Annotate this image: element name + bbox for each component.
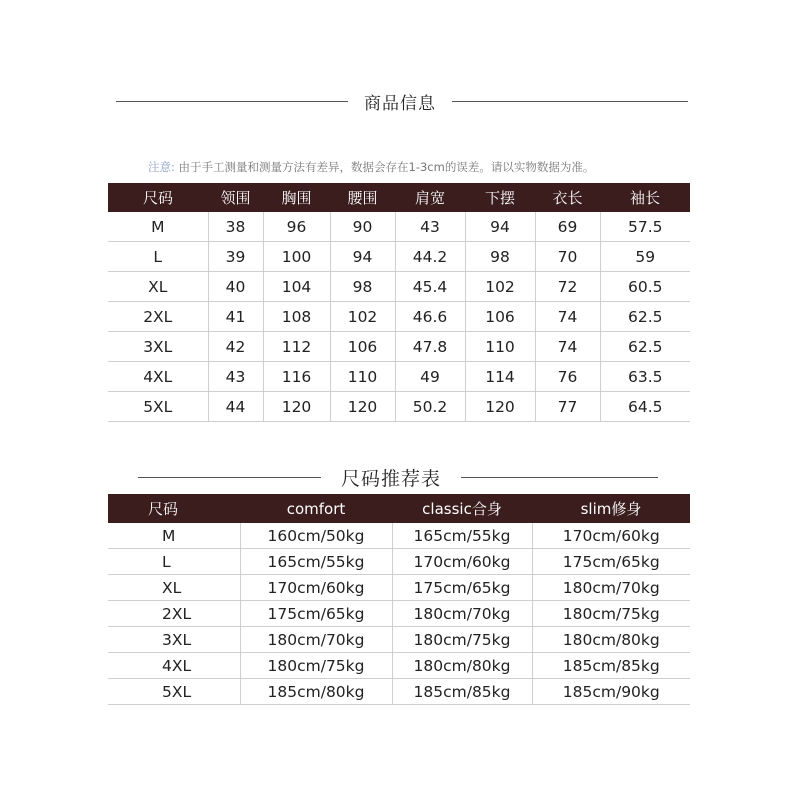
value-cell: 76 xyxy=(535,362,600,392)
value-cell: 98 xyxy=(465,242,535,272)
header-cell: 尺码 xyxy=(142,189,173,207)
value-cell: 102 xyxy=(330,302,395,332)
value-cell: 72 xyxy=(535,272,600,302)
value-cell: 104 xyxy=(263,272,330,302)
section-heading: 尺码推荐表 xyxy=(340,468,441,490)
value-cell: 180cm/70kg xyxy=(532,575,690,601)
note-label: 注意: xyxy=(148,160,175,174)
size-recommendation-table xyxy=(108,494,690,705)
value-cell: 59 xyxy=(600,242,690,272)
value-cell: 180cm/70kg xyxy=(240,627,392,653)
value-cell: 43 xyxy=(395,212,465,242)
table-row xyxy=(108,302,690,332)
value-cell: 120 xyxy=(330,392,395,422)
value-cell: 39 xyxy=(208,242,263,272)
value-cell: 165cm/55kg xyxy=(392,523,532,549)
value-cell: 41 xyxy=(208,302,263,332)
header-cell: 下摆 xyxy=(484,189,515,207)
header-cell: slim修身 xyxy=(580,500,642,518)
table-row xyxy=(108,679,690,705)
value-cell: 50.2 xyxy=(395,392,465,422)
value-cell: 108 xyxy=(263,302,330,332)
header-cell: 领围 xyxy=(220,189,251,207)
table-row xyxy=(108,212,690,242)
value-cell: 180cm/75kg xyxy=(240,653,392,679)
value-cell: 60.5 xyxy=(600,272,690,302)
value-cell: 114 xyxy=(465,362,535,392)
header-cell: 胸围 xyxy=(281,189,312,207)
value-cell: 63.5 xyxy=(600,362,690,392)
value-cell: 42 xyxy=(208,332,263,362)
size-cell: L xyxy=(108,242,208,272)
value-cell: 47.8 xyxy=(395,332,465,362)
value-cell: 62.5 xyxy=(600,332,690,362)
header-cell: 衣长 xyxy=(552,189,583,207)
size-cell: 2XL xyxy=(108,601,240,627)
table-row xyxy=(108,332,690,362)
size-cell: 3XL xyxy=(108,627,240,653)
value-cell: 110 xyxy=(465,332,535,362)
value-cell: 69 xyxy=(535,212,600,242)
value-cell: 170cm/60kg xyxy=(240,575,392,601)
section-title-product-info xyxy=(0,89,800,114)
size-table-header xyxy=(108,183,690,212)
value-cell: 116 xyxy=(263,362,330,392)
value-cell: 175cm/65kg xyxy=(240,601,392,627)
table-row xyxy=(108,392,690,422)
value-cell: 74 xyxy=(535,332,600,362)
table-row xyxy=(108,523,690,549)
value-cell: 90 xyxy=(330,212,395,242)
value-cell: 180cm/70kg xyxy=(392,601,532,627)
divider-right xyxy=(452,101,688,102)
value-cell: 57.5 xyxy=(600,212,690,242)
value-cell: 170cm/60kg xyxy=(392,549,532,575)
value-cell: 94 xyxy=(465,212,535,242)
size-table xyxy=(108,183,690,422)
value-cell: 180cm/80kg xyxy=(532,627,690,653)
value-cell: 180cm/75kg xyxy=(532,601,690,627)
size-cell: 4XL xyxy=(108,653,240,679)
value-cell: 102 xyxy=(465,272,535,302)
table-row xyxy=(108,601,690,627)
size-cell: M xyxy=(108,212,208,242)
section-title-size-recommendation xyxy=(0,464,800,491)
rec-table-header xyxy=(108,494,690,523)
value-cell: 185cm/85kg xyxy=(392,679,532,705)
divider-right xyxy=(461,477,658,478)
value-cell: 64.5 xyxy=(600,392,690,422)
value-cell: 185cm/90kg xyxy=(532,679,690,705)
value-cell: 44.2 xyxy=(395,242,465,272)
size-cell: XL xyxy=(108,575,240,601)
value-cell: 120 xyxy=(263,392,330,422)
value-cell: 180cm/75kg xyxy=(392,627,532,653)
value-cell: 110 xyxy=(330,362,395,392)
value-cell: 40 xyxy=(208,272,263,302)
table-row xyxy=(108,653,690,679)
value-cell: 98 xyxy=(330,272,395,302)
value-cell: 45.4 xyxy=(395,272,465,302)
value-cell: 120 xyxy=(465,392,535,422)
size-cell: 4XL xyxy=(108,362,208,392)
header-cell: 肩宽 xyxy=(414,189,445,207)
size-cell: 5XL xyxy=(108,392,208,422)
value-cell: 100 xyxy=(263,242,330,272)
value-cell: 96 xyxy=(263,212,330,242)
header-cell: comfort xyxy=(286,499,346,518)
table-row xyxy=(108,549,690,575)
note-text: 由于手工测量和测量方法有差异，数据会存在1-3cm的误差。请以实物数据为准。 xyxy=(178,160,595,174)
header-cell: 腰围 xyxy=(347,189,378,207)
value-cell: 77 xyxy=(535,392,600,422)
value-cell: 44 xyxy=(208,392,263,422)
value-cell: 62.5 xyxy=(600,302,690,332)
header-cell: classic合身 xyxy=(422,500,502,518)
size-cell: 2XL xyxy=(108,302,208,332)
value-cell: 112 xyxy=(263,332,330,362)
value-cell: 38 xyxy=(208,212,263,242)
divider-left xyxy=(116,101,348,102)
header-cell: 袖长 xyxy=(629,189,660,207)
size-cell: XL xyxy=(108,272,208,302)
value-cell: 180cm/80kg xyxy=(392,653,532,679)
value-cell: 165cm/55kg xyxy=(240,549,392,575)
value-cell: 160cm/50kg xyxy=(240,523,392,549)
header-cell: 尺码 xyxy=(148,500,179,518)
size-cell: 5XL xyxy=(108,679,240,705)
value-cell: 106 xyxy=(330,332,395,362)
size-cell: 3XL xyxy=(108,332,208,362)
value-cell: 94 xyxy=(330,242,395,272)
size-cell: M xyxy=(108,523,240,549)
value-cell: 175cm/65kg xyxy=(392,575,532,601)
value-cell: 49 xyxy=(395,362,465,392)
value-cell: 185cm/85kg xyxy=(532,653,690,679)
table-row xyxy=(108,272,690,302)
size-cell: L xyxy=(108,549,240,575)
table-row xyxy=(108,362,690,392)
section-heading: 商品信息 xyxy=(364,94,436,114)
value-cell: 43 xyxy=(208,362,263,392)
value-cell: 185cm/80kg xyxy=(240,679,392,705)
value-cell: 106 xyxy=(465,302,535,332)
table-row xyxy=(108,575,690,601)
value-cell: 175cm/65kg xyxy=(532,549,690,575)
measurement-note xyxy=(148,159,594,175)
table-row xyxy=(108,627,690,653)
value-cell: 46.6 xyxy=(395,302,465,332)
value-cell: 74 xyxy=(535,302,600,332)
table-row xyxy=(108,242,690,272)
value-cell: 170cm/60kg xyxy=(532,523,690,549)
divider-left xyxy=(138,477,321,478)
value-cell: 70 xyxy=(535,242,600,272)
